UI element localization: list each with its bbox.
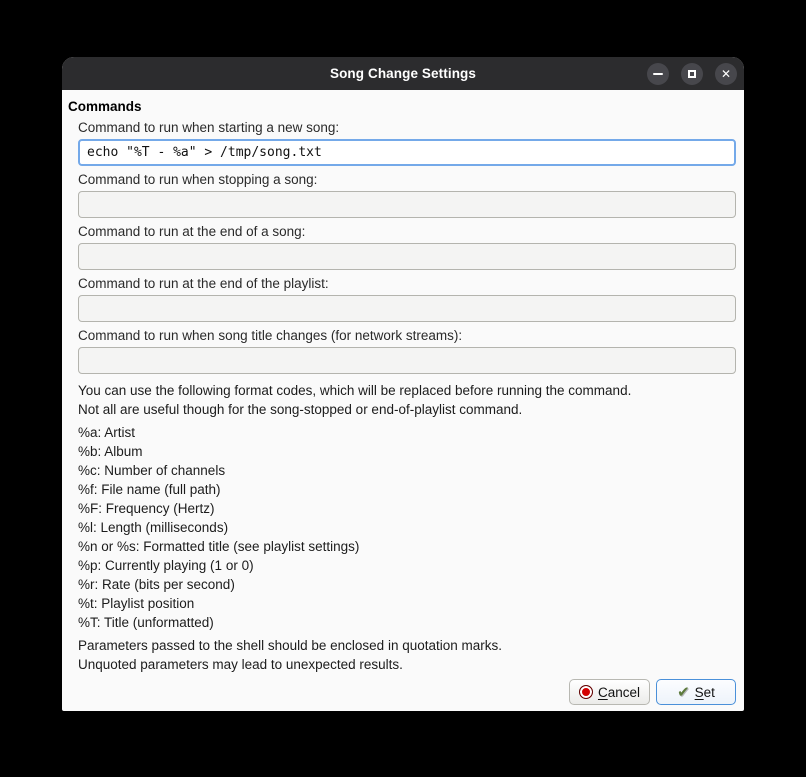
start-song-label: Command to run when starting a new song:: [78, 120, 340, 135]
cancel-mnemonic: C: [597, 684, 608, 700]
checkmark-icon: ✔: [677, 682, 690, 701]
note-line-1: Parameters passed to the shell should be enclosed in quotation marks.: [78, 638, 502, 653]
title-change-command-input[interactable]: [78, 347, 736, 374]
end-of-playlist-command-input[interactable]: [78, 295, 736, 322]
format-code-item: %F: Frequency (Hertz): [78, 501, 215, 516]
set-label-rest: et: [703, 684, 715, 700]
format-code-item: %f: File name (full path): [78, 482, 221, 497]
stop-song-label: Command to run when stopping a song:: [78, 172, 318, 187]
stop-song-command-input[interactable]: [78, 191, 736, 218]
end-of-song-command-input[interactable]: [78, 243, 736, 270]
minimize-button[interactable]: [647, 63, 669, 85]
format-codes-intro: [78, 381, 740, 419]
field-start-song: [65, 121, 740, 166]
intro-line-1: You can use the following format codes, which will be replaced before running the command.: [78, 383, 632, 398]
dialog-actions: [65, 679, 736, 705]
intro-line-2: Not all are useful though for the song-stopped or end-of-playlist command.: [78, 402, 523, 417]
close-icon: ✕: [720, 66, 732, 81]
commands-heading: Commands: [68, 99, 142, 114]
format-code-item: %r: Rate (bits per second): [78, 577, 235, 592]
format-code-item: %b: Album: [78, 444, 143, 459]
set-mnemonic: S: [694, 684, 704, 700]
window-title: Song Change Settings: [329, 66, 476, 81]
format-code-item: %c: Number of channels: [78, 463, 226, 478]
format-code-item: %p: Currently playing (1 or 0): [78, 558, 254, 573]
format-code-item: %T: Title (unformatted): [78, 615, 214, 630]
close-button[interactable]: [715, 63, 737, 85]
song-change-settings-dialog: [62, 57, 744, 711]
field-title-change: [65, 329, 740, 374]
cancel-button[interactable]: [569, 679, 650, 705]
maximize-icon: [688, 70, 696, 78]
format-code-item: %n or %s: Formatted title (see playlist settings): [78, 539, 360, 554]
end-of-song-label: Command to run at the end of a song:: [78, 224, 306, 239]
stop-icon: [579, 685, 593, 699]
dialog-content: [62, 90, 744, 705]
field-end-of-song: [65, 225, 740, 270]
set-button[interactable]: [656, 679, 736, 705]
note-line-2: Unquoted parameters may lead to unexpected results.: [78, 657, 403, 672]
set-button-label: [695, 685, 715, 700]
format-codes-list: [78, 423, 740, 632]
format-code-item: %l: Length (milliseconds): [78, 520, 229, 535]
cancel-button-label: [598, 685, 640, 700]
cancel-label-rest: ancel: [607, 684, 640, 700]
format-code-item: %a: Artist: [78, 425, 136, 440]
titlebar[interactable]: [62, 57, 744, 90]
window-controls: [647, 63, 737, 85]
field-stop-song: [65, 173, 740, 218]
start-song-command-input[interactable]: [78, 139, 736, 166]
maximize-button[interactable]: [681, 63, 703, 85]
field-end-of-playlist: [65, 277, 740, 322]
shell-note: [78, 636, 740, 674]
minimize-icon: [653, 73, 663, 75]
format-code-item: %t: Playlist position: [78, 596, 195, 611]
title-change-label: Command to run when song title changes (for network streams):: [78, 328, 463, 343]
end-of-playlist-label: Command to run at the end of the playlist:: [78, 276, 329, 291]
